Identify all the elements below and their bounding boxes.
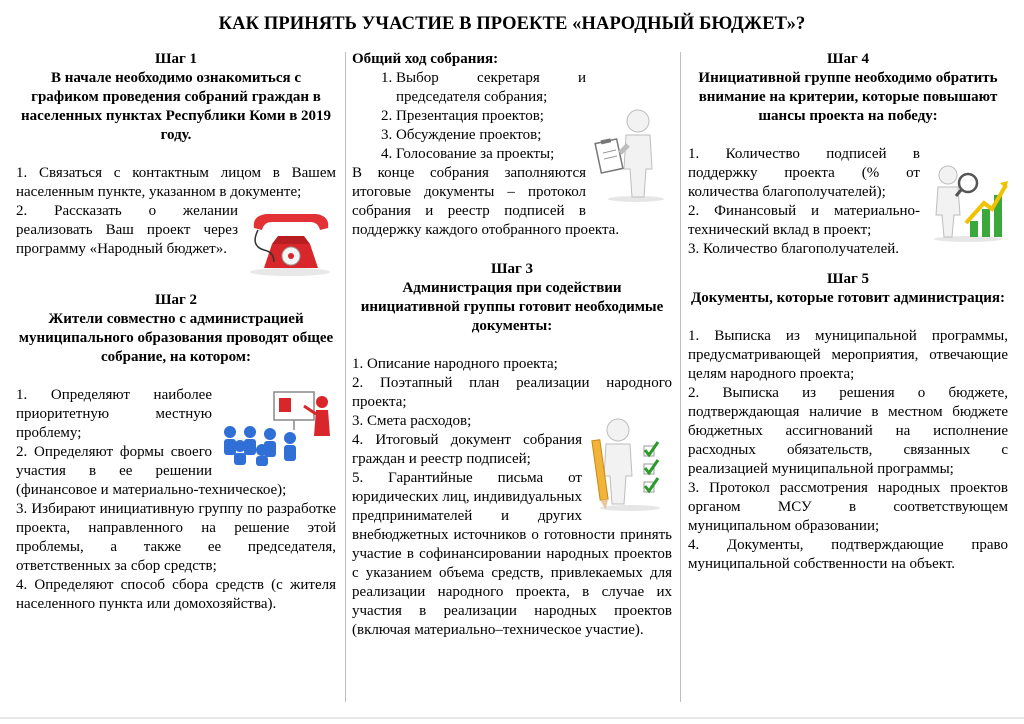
step1-heading: Шаг 1	[154, 51, 198, 67]
step3-item: 4. Итоговый документ собрания граждан и реестр подписей;	[352, 432, 582, 467]
page-bottom-rule	[0, 717, 1024, 719]
clipboard-figure-icon	[592, 107, 672, 203]
page-title: КАК ПРИНЯТЬ УЧАСТИЕ В ПРОЕКТЕ «НАРОДНЫЙ БЮДЖЕТ»?	[218, 14, 806, 34]
meeting-item: 2. Презентация проектов;	[396, 107, 672, 126]
presentation-meeting-icon	[218, 390, 336, 466]
meeting-note: В конце собрания заполняются итоговые документы – протокол собрания и реестр подписей в поддержку каждого отобранного проекта.	[352, 165, 620, 238]
step2-item: 4. Определяют способ сбора средств (с жителя населенного пункта или домохозяйства).	[16, 577, 336, 612]
step2-item: 3. Избирают инициативную группу по разработке проекта, направленного на решение этой проблемы, а также ее председателя, ответственных за сбор средств;	[16, 501, 336, 574]
step2-subheading: Жители совместно с администрацией муниципального образования проводят общее собрание, на котором:	[18, 311, 334, 365]
column-middle	[352, 50, 672, 640]
step3-item: 3. Смета расходов;	[352, 413, 472, 429]
step1-subheading: В начале необходимо ознакомиться с графиком проведения собраний граждан в населенных пунктах Республики Коми в 2019 году.	[20, 70, 332, 143]
step2-item: 1. Определяют наиболее приоритетную местную проблему;	[16, 387, 212, 441]
step2-heading: Шаг 2	[154, 292, 198, 308]
step5-item: 3. Протокол рассмотрения народных проектов органом МСУ в соответствующем муниципальном образовании;	[688, 480, 1008, 534]
step5-heading: Шаг 5	[826, 271, 870, 287]
step1-item: 2. Рассказать о желании реализовать Ваш проект через программу «Народный бюджет».	[16, 203, 238, 257]
step4-item: 2. Финансовый и материально-технический вклад в проект;	[688, 203, 920, 238]
telephone-icon	[244, 206, 336, 276]
meeting-item: 1. Выбор секретаря и председателя собрания;	[396, 69, 672, 107]
step3-item: 5. Гарантийные письма от юридических лиц, индивидуальных предпринимателей и других внебюджетных источников о готовности принять участие в софинансировании народных проектов с указанием объема средств, привлекаемых для реализации народного проекта, в случае их участия в реализации народных проектов (включая материально–техническое участие).	[352, 470, 672, 638]
step5-item: 1. Выписка из муниципальной программы, предусматривающей мероприятия, отвечающие целям народного проекта;	[688, 328, 1008, 382]
step5-item: 2. Выписка из решения о бюджете, подтверждающая наличие в местном бюджете бюджетных ассигнований на исполнение расходных обязательств, связанных с реализацией муниципальной программы;	[688, 385, 1008, 477]
step3-subheading: Администрация при содействии инициативной группы готовит необходимые документы:	[360, 280, 664, 334]
pencil-checklist-figure-icon	[588, 416, 672, 512]
meeting-heading: Общий ход собрания:	[352, 51, 499, 67]
step3-heading: Шаг 3	[490, 261, 534, 277]
step4-item: 3. Количество благополучателей.	[688, 241, 900, 257]
column-right	[688, 50, 1008, 574]
step5-subheading: Документы, которые готовит администрация:	[690, 290, 1006, 306]
step5-item: 4. Документы, подтверждающие право муниципальной собственности на объект.	[688, 537, 1008, 572]
step4-item: 1. Количество подписей в поддержку проекта (% от количества благополучателей);	[688, 146, 920, 200]
step4-subheading: Инициативной группе необходимо обратить внимание на критерии, которые повышают шансы проекта на победу:	[698, 70, 998, 124]
magnifier-growth-chart-icon	[926, 163, 1008, 243]
column-divider	[680, 52, 681, 702]
step3-item: 1. Описание народного проекта;	[352, 356, 558, 372]
meeting-item: 3. Обсуждение проектов;	[396, 126, 672, 145]
meeting-item: 4. Голосование за проекты;	[396, 145, 672, 164]
step4-heading: Шаг 4	[826, 51, 870, 67]
column-left	[16, 50, 336, 614]
column-divider	[345, 52, 346, 702]
step1-item: 1. Связаться с контактным лицом в Вашем населенным пункте, указанном в документе;	[16, 165, 336, 200]
step2-item: 2. Определяют формы своего участия в ее решении (финансовое и материально-техническое);	[16, 444, 287, 498]
step3-item: 2. Поэтапный план реализации народного проекта;	[352, 375, 672, 410]
